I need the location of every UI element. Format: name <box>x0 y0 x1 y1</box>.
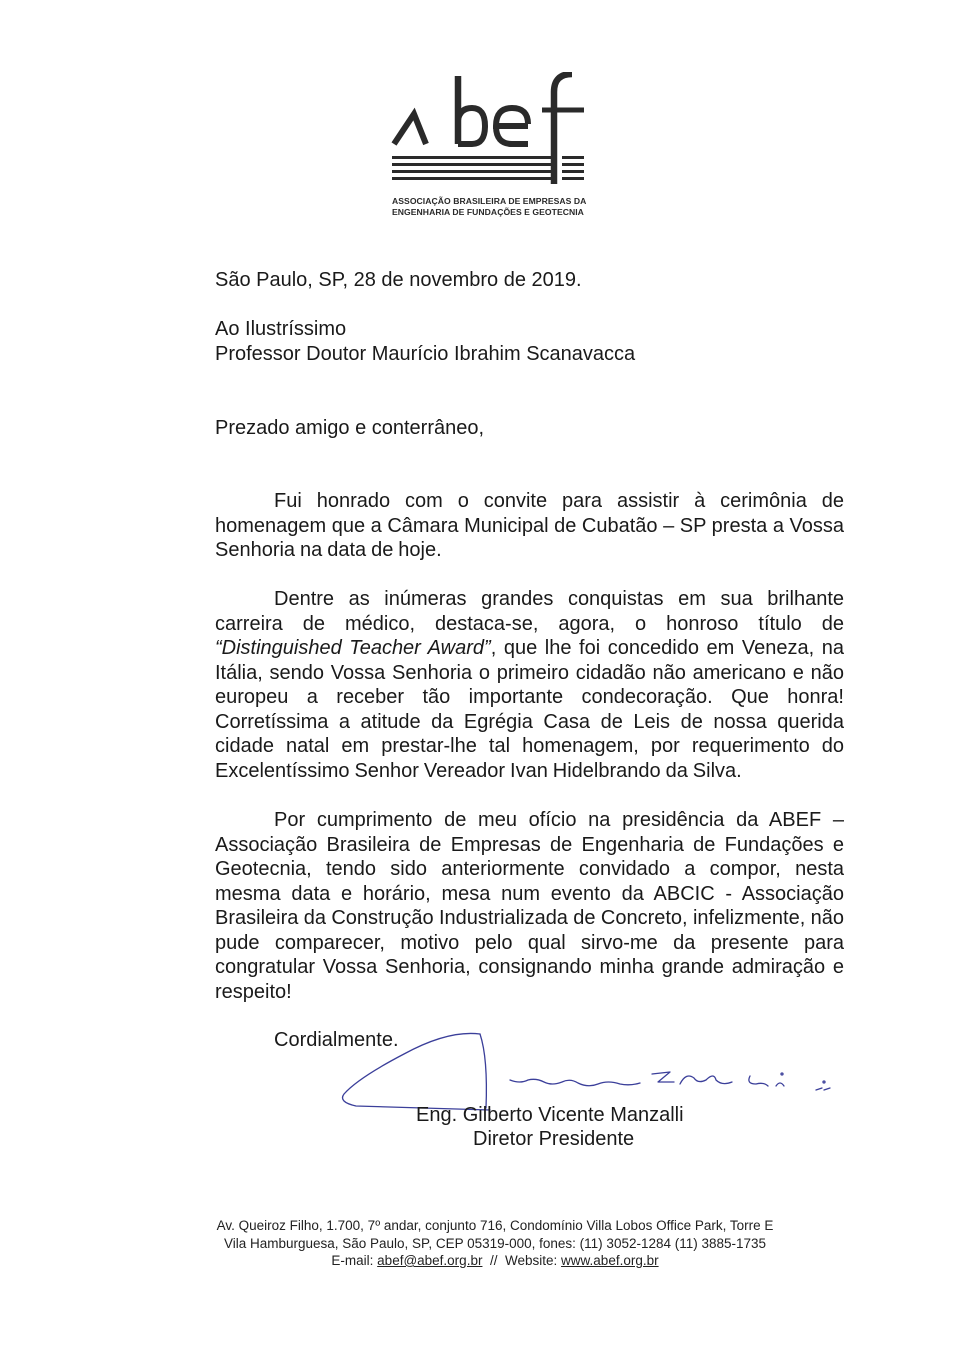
footer-contact-line <box>150 1252 840 1270</box>
salutation: Prezado amigo e conterrâneo, <box>215 417 485 439</box>
signer-title: Diretor Presidente <box>473 1128 635 1150</box>
footer <box>150 1217 840 1270</box>
footer-separator: // <box>489 1253 498 1268</box>
abef-logo-mark <box>388 72 598 194</box>
paragraph-2-rest: , que lhe foi concedido em Veneza, na Itália, sendo Vossa Senhoria o primeiro cidadão não americano e não europeu a receber tão importante condecoração. Que honra! Corretíssima a atitude da Egrégia Casa de Leis de nossa querida cidade natal em prestar-lhe tal homenagem, por requerimento do Excelentíssimo Senhor Vereador Ivan Hidelbrando da Silva. <box>215 637 845 782</box>
paragraph-2-intro: Dentre as inúmeras grandes conquistas em sua brilhante carreira de médico, destaca-se, agora, o honroso título de <box>215 588 844 635</box>
paragraph-3: Por cumprimento de meu ofício na presidência da ABEF – Associação Brasileira de Empresas de Engenharia de Fundações e Geotecnia, tendo sido anteriormente convidado a compor, nesta mesma data e horário, mesa num evento da ABCIC - Associação Brasileira da Construção Industrializada de Concreto, infelizmente, não pude comparecer, motivo pelo qual sirvo-me da presente para congratular Vossa Senhoria, consignando minha grande admiração e respeito! <box>215 809 844 1003</box>
abef-logo <box>388 72 598 220</box>
place-and-date: São Paulo, SP, 28 de novembro de 2019. <box>215 269 582 291</box>
footer-address-line1: Av. Queiroz Filho, 1.700, 7º andar, conjunto 716, Condomínio Villa Lobos Office Park, Torre E <box>216 1218 774 1233</box>
paragraph-1: Fui honrado com o convite para assistir à cerimônia de homenagem que a Câmara Municipal de Cubatão – SP presta a Vossa Senhoria na data de hoje. <box>215 490 844 561</box>
paragraph-2 <box>215 587 844 783</box>
closing: Cordialmente. <box>274 1029 399 1051</box>
recipient-line1: Ao Ilustríssimo <box>215 318 347 340</box>
org-name-line2: ENGENHARIA DE FUNDAÇÕES E GEOTECNIA <box>392 207 584 217</box>
award-title: “Distinguished Teacher Award” <box>215 637 491 659</box>
email-link[interactable]: abef@abef.org.br <box>377 1253 483 1268</box>
signer-name: Eng. Gilberto Vicente Manzalli <box>416 1104 684 1126</box>
email-label: E-mail: <box>331 1253 374 1268</box>
website-label: Website: <box>505 1253 558 1268</box>
recipient-line2: Professor Doutor Maurício Ibrahim Scanavacca <box>215 343 636 365</box>
footer-address-line2: Vila Hamburguesa, São Paulo, SP, CEP 05319-000, fones: (11) 3052-1284 (11) 3885-1735 <box>223 1235 767 1251</box>
website-link[interactable]: www.abef.org.br <box>561 1253 659 1268</box>
org-name-line1: ASSOCIAÇÃO BRASILEIRA DE EMPRESAS DA <box>392 196 587 206</box>
